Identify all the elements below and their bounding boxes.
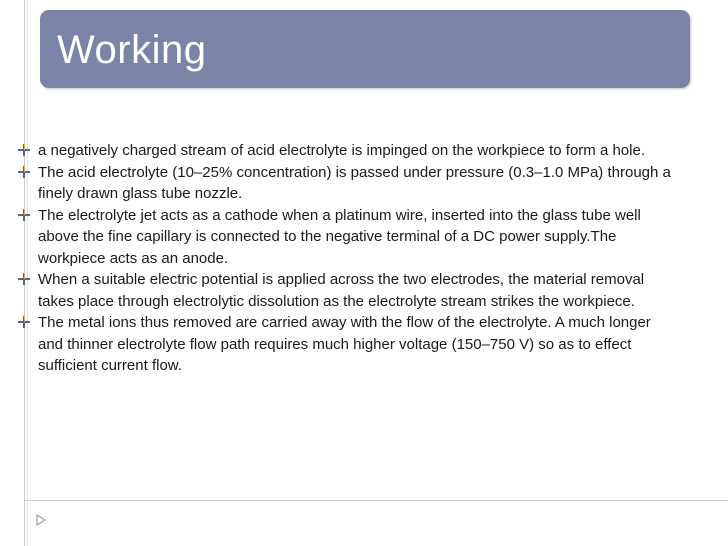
- bullet-text: When a suitable electric potential is applied across the two electrodes, the material removal takes place through electrolytic dissolution as the electrolyte stream strikes the workpiece.: [38, 271, 645, 310]
- bullet-icon: [18, 166, 30, 178]
- bullet-item: [18, 140, 678, 162]
- bullet-item: [18, 269, 678, 312]
- bullet-item: [18, 312, 678, 377]
- slide-title: Working: [57, 28, 207, 72]
- bullet-icon: [18, 209, 30, 221]
- bullet-icon: [18, 144, 30, 156]
- bullet-item: [18, 162, 678, 205]
- triangle-right-icon[interactable]: [36, 514, 46, 526]
- bullet-text: The electrolyte jet acts as a cathode when a platinum wire, inserted into the glass tube well above the fine capillary is connected to the negative terminal of a DC power supply.The workpiece acts as an anode.: [38, 206, 641, 267]
- bullet-text: The metal ions thus removed are carried away with the flow of the electrolyte. A much longer and thinner electrolyte flow path requires much higher voltage (150–750 V) so as to effect sufficient current flow.: [38, 314, 651, 374]
- bullet-icon: [18, 273, 30, 285]
- frame-bottom-line: [24, 500, 728, 501]
- title-bar: [40, 10, 690, 88]
- bullet-icon: [18, 316, 30, 328]
- bullet-text: The acid electrolyte (10–25% concentration) is passed under pressure (0.3–1.0 MPa) through a finely drawn glass tube nozzle.: [38, 163, 671, 202]
- bullet-item: [18, 205, 678, 270]
- bullet-list: [18, 140, 678, 377]
- bullet-text: a negatively charged stream of acid electrolyte is impinged on the workpiece to form a hole.: [38, 142, 645, 159]
